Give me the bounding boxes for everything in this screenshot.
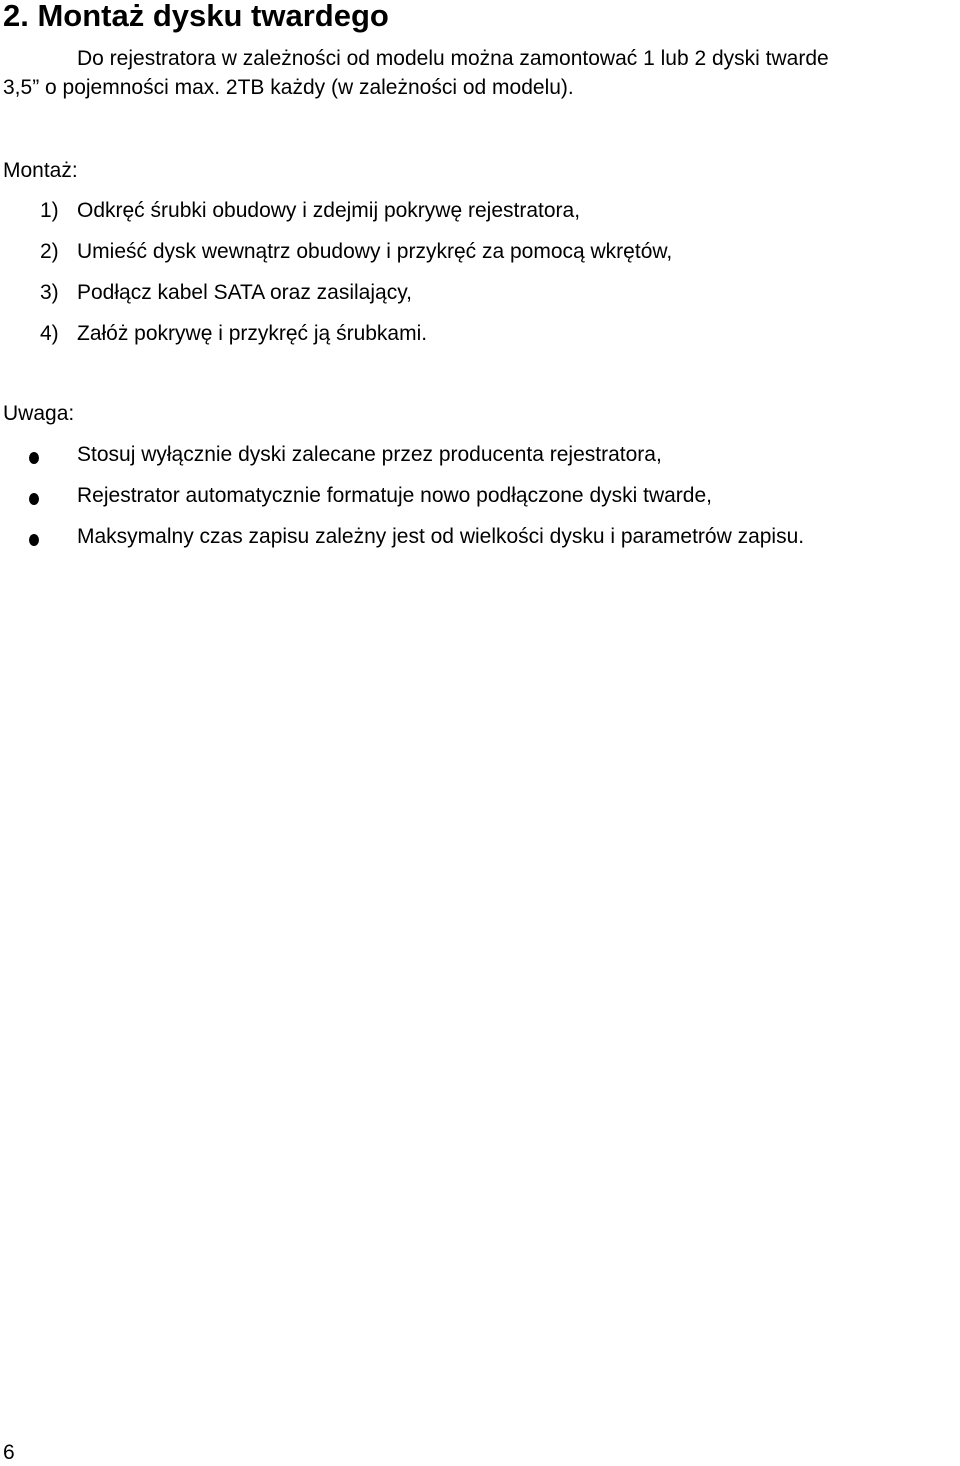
note-text: Maksymalny czas zapisu zależny jest od wielkości dysku i parametrów zapisu.: [77, 525, 805, 548]
note-text: Stosuj wyłącznie dyski zalecane przez producenta rejestratora,: [77, 443, 662, 466]
step-number: 4): [40, 322, 59, 345]
intro-line-2: 3,5” o pojemności max. 2TB każdy (w zależności od modelu).: [3, 76, 574, 99]
intro-line-1: Do rejestratora w zależności od modelu można zamontować 1 lub 2 dyski twarde: [77, 47, 829, 70]
step-text: Umieść dysk wewnątrz obudowy i przykręć za pomocą wkrętów,: [77, 240, 673, 263]
step-text: Załóż pokrywę i przykręć ją śrubkami.: [77, 322, 428, 345]
intro-paragraph: [3, 44, 958, 102]
step-text: Odkręć śrubki obudowy i zdejmij pokrywę rejestratora,: [77, 199, 581, 222]
page-title: 2. Montaż dysku twardego: [3, 0, 389, 33]
bullet-icon: [29, 534, 39, 546]
montaz-label: Montaż:: [3, 159, 78, 182]
bullet-icon: [29, 493, 39, 505]
step-number: 1): [40, 199, 59, 222]
note-text: Rejestrator automatycznie formatuje nowo podłączone dyski twarde,: [77, 484, 712, 507]
step-number: 3): [40, 281, 59, 304]
uwaga-label: Uwaga:: [3, 402, 75, 425]
page-number: 6: [3, 1441, 15, 1464]
step-number: 2): [40, 240, 59, 263]
bullet-icon: [29, 452, 39, 464]
step-text: Podłącz kabel SATA oraz zasilający,: [77, 281, 412, 304]
